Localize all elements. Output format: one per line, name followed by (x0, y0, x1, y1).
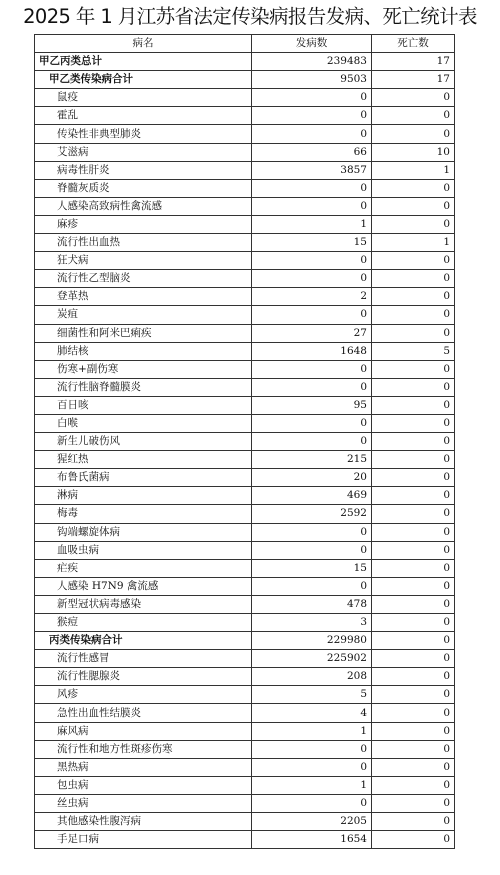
death-count-cell: 0 (372, 758, 455, 776)
disease-name-cell: 肺结核 (35, 342, 252, 360)
table-header-row (35, 35, 455, 53)
death-count-cell: 0 (372, 831, 455, 849)
disease-name-cell: 白喉 (35, 414, 252, 432)
case-count-cell: 225902 (252, 650, 372, 668)
death-count-cell: 1 (372, 234, 455, 252)
case-count-cell: 27 (252, 324, 372, 342)
disease-name-cell: 疟疾 (35, 559, 252, 577)
table-row (35, 469, 455, 487)
death-count-cell: 0 (372, 794, 455, 812)
table-row (35, 541, 455, 559)
table-row (35, 179, 455, 197)
table-row (35, 125, 455, 143)
case-count-cell: 20 (252, 469, 372, 487)
death-count-cell: 0 (372, 396, 455, 414)
table-row (35, 143, 455, 161)
table-row (35, 324, 455, 342)
disease-name-cell: 布鲁氏菌病 (35, 469, 252, 487)
disease-name-cell: 黑热病 (35, 758, 252, 776)
disease-name-cell: 甲乙丙类总计 (35, 53, 252, 71)
death-count-cell: 0 (372, 487, 455, 505)
table-row (35, 794, 455, 812)
statistics-table (34, 34, 455, 849)
table-row (35, 396, 455, 414)
disease-name-cell: 手足口病 (35, 831, 252, 849)
table-row (35, 107, 455, 125)
table-row (35, 71, 455, 89)
table-row (35, 758, 455, 776)
case-count-cell: 0 (252, 541, 372, 559)
death-count-cell: 0 (372, 360, 455, 378)
table-row (35, 197, 455, 215)
table-row (35, 523, 455, 541)
disease-name-cell: 百日咳 (35, 396, 252, 414)
death-count-cell: 0 (372, 595, 455, 613)
disease-name-cell: 血吸虫病 (35, 541, 252, 559)
death-count-cell: 0 (372, 197, 455, 215)
death-count-cell: 0 (372, 541, 455, 559)
case-count-cell: 229980 (252, 632, 372, 650)
case-count-cell: 0 (252, 794, 372, 812)
case-count-cell: 1 (252, 722, 372, 740)
death-count-cell: 0 (372, 650, 455, 668)
disease-name-cell: 流行性出血热 (35, 234, 252, 252)
disease-name-cell: 流行性腮腺炎 (35, 668, 252, 686)
case-count-cell: 0 (252, 125, 372, 143)
case-count-cell: 15 (252, 234, 372, 252)
case-count-cell: 0 (252, 740, 372, 758)
case-count-cell: 0 (252, 197, 372, 215)
case-count-cell: 0 (252, 179, 372, 197)
table-row (35, 595, 455, 613)
case-count-cell: 0 (252, 414, 372, 432)
table-row (35, 342, 455, 360)
death-count-cell: 1 (372, 161, 455, 179)
table-row (35, 704, 455, 722)
table-row (35, 433, 455, 451)
death-count-cell: 0 (372, 776, 455, 794)
case-count-cell: 0 (252, 523, 372, 541)
table-row (35, 722, 455, 740)
table-row (35, 632, 455, 650)
death-count-cell: 0 (372, 378, 455, 396)
disease-name-cell: 淋病 (35, 487, 252, 505)
table-row (35, 234, 455, 252)
case-count-cell: 9503 (252, 71, 372, 89)
case-count-cell: 0 (252, 270, 372, 288)
disease-name-cell: 脊髓灰质炎 (35, 179, 252, 197)
disease-name-cell: 风疹 (35, 686, 252, 704)
case-count-cell: 2592 (252, 505, 372, 523)
death-count-cell: 0 (372, 469, 455, 487)
table-row (35, 577, 455, 595)
case-count-cell: 2 (252, 288, 372, 306)
death-count-cell: 0 (372, 559, 455, 577)
table-row (35, 505, 455, 523)
table-row (35, 686, 455, 704)
disease-name-cell: 传染性非典型肺炎 (35, 125, 252, 143)
case-count-cell: 215 (252, 451, 372, 469)
disease-name-cell: 丙类传染病合计 (35, 632, 252, 650)
case-count-cell: 0 (252, 89, 372, 107)
disease-name-cell: 急性出血性结膜炎 (35, 704, 252, 722)
table-row (35, 776, 455, 794)
table-row (35, 378, 455, 396)
table-row (35, 215, 455, 233)
case-count-cell: 0 (252, 107, 372, 125)
disease-name-cell: 人感染高致病性禽流感 (35, 197, 252, 215)
case-count-cell: 4 (252, 704, 372, 722)
table-row (35, 614, 455, 632)
column-header-deaths: 死亡数 (372, 35, 455, 53)
death-count-cell: 5 (372, 342, 455, 360)
disease-name-cell: 麻疹 (35, 215, 252, 233)
death-count-cell: 0 (372, 632, 455, 650)
case-count-cell: 0 (252, 758, 372, 776)
table-body (35, 53, 455, 849)
case-count-cell: 0 (252, 252, 372, 270)
disease-name-cell: 登革热 (35, 288, 252, 306)
table-row (35, 740, 455, 758)
death-count-cell: 0 (372, 722, 455, 740)
disease-name-cell: 甲乙类传染病合计 (35, 71, 252, 89)
disease-name-cell: 人感染 H7N9 禽流感 (35, 577, 252, 595)
disease-name-cell: 霍乱 (35, 107, 252, 125)
disease-name-cell: 鼠疫 (35, 89, 252, 107)
death-count-cell: 0 (372, 668, 455, 686)
case-count-cell: 1 (252, 776, 372, 794)
disease-name-cell: 流行性和地方性斑疹伤寒 (35, 740, 252, 758)
case-count-cell: 239483 (252, 53, 372, 71)
case-count-cell: 5 (252, 686, 372, 704)
death-count-cell: 0 (372, 686, 455, 704)
death-count-cell: 0 (372, 505, 455, 523)
disease-name-cell: 细菌性和阿米巴痢疾 (35, 324, 252, 342)
table-row (35, 360, 455, 378)
table-row (35, 252, 455, 270)
page-title: 2025 年 1 月江苏省法定传染病报告发病、死亡统计表 (23, 5, 477, 28)
case-count-cell: 0 (252, 360, 372, 378)
table-row (35, 270, 455, 288)
disease-name-cell: 伤寒+副伤寒 (35, 360, 252, 378)
death-count-cell: 0 (372, 252, 455, 270)
table-row (35, 668, 455, 686)
death-count-cell: 0 (372, 451, 455, 469)
table-row (35, 161, 455, 179)
case-count-cell: 3857 (252, 161, 372, 179)
case-count-cell: 66 (252, 143, 372, 161)
table-row (35, 288, 455, 306)
table-row (35, 831, 455, 849)
death-count-cell: 0 (372, 414, 455, 432)
disease-name-cell: 流行性脑脊髓膜炎 (35, 378, 252, 396)
death-count-cell: 0 (372, 288, 455, 306)
disease-name-cell: 艾滋病 (35, 143, 252, 161)
death-count-cell: 0 (372, 270, 455, 288)
disease-name-cell: 猩红热 (35, 451, 252, 469)
table-row (35, 89, 455, 107)
disease-name-cell: 流行性乙型脑炎 (35, 270, 252, 288)
death-count-cell: 0 (372, 89, 455, 107)
death-count-cell: 0 (372, 179, 455, 197)
table-row (35, 487, 455, 505)
disease-name-cell: 丝虫病 (35, 794, 252, 812)
table-row (35, 306, 455, 324)
case-count-cell: 95 (252, 396, 372, 414)
table-row (35, 451, 455, 469)
death-count-cell: 0 (372, 740, 455, 758)
disease-name-cell: 猴痘 (35, 614, 252, 632)
death-count-cell: 0 (372, 433, 455, 451)
table-row (35, 650, 455, 668)
case-count-cell: 1648 (252, 342, 372, 360)
table-row (35, 414, 455, 432)
death-count-cell: 0 (372, 125, 455, 143)
case-count-cell: 0 (252, 577, 372, 595)
case-count-cell: 15 (252, 559, 372, 577)
death-count-cell: 0 (372, 704, 455, 722)
disease-name-cell: 梅毒 (35, 505, 252, 523)
disease-name-cell: 病毒性肝炎 (35, 161, 252, 179)
case-count-cell: 0 (252, 378, 372, 396)
disease-name-cell: 包虫病 (35, 776, 252, 794)
death-count-cell: 0 (372, 215, 455, 233)
case-count-cell: 1 (252, 215, 372, 233)
case-count-cell: 478 (252, 595, 372, 613)
death-count-cell: 0 (372, 107, 455, 125)
case-count-cell: 2205 (252, 813, 372, 831)
disease-name-cell: 流行性感冒 (35, 650, 252, 668)
disease-name-cell: 钩端螺旋体病 (35, 523, 252, 541)
case-count-cell: 0 (252, 306, 372, 324)
death-count-cell: 17 (372, 71, 455, 89)
death-count-cell: 0 (372, 577, 455, 595)
disease-name-cell: 新生儿破伤风 (35, 433, 252, 451)
case-count-cell: 208 (252, 668, 372, 686)
death-count-cell: 0 (372, 813, 455, 831)
table-row (35, 53, 455, 71)
table-row (35, 813, 455, 831)
column-header-cases: 发病数 (252, 35, 372, 53)
disease-name-cell: 麻风病 (35, 722, 252, 740)
death-count-cell: 17 (372, 53, 455, 71)
death-count-cell: 0 (372, 614, 455, 632)
disease-name-cell: 炭疽 (35, 306, 252, 324)
case-count-cell: 469 (252, 487, 372, 505)
death-count-cell: 0 (372, 523, 455, 541)
case-count-cell: 1654 (252, 831, 372, 849)
death-count-cell: 10 (372, 143, 455, 161)
disease-name-cell: 其他感染性腹泻病 (35, 813, 252, 831)
disease-name-cell: 狂犬病 (35, 252, 252, 270)
table-row (35, 559, 455, 577)
death-count-cell: 0 (372, 306, 455, 324)
case-count-cell: 0 (252, 433, 372, 451)
column-header-disease: 病名 (35, 35, 252, 53)
death-count-cell: 0 (372, 324, 455, 342)
disease-name-cell: 新型冠状病毒感染 (35, 595, 252, 613)
case-count-cell: 3 (252, 614, 372, 632)
